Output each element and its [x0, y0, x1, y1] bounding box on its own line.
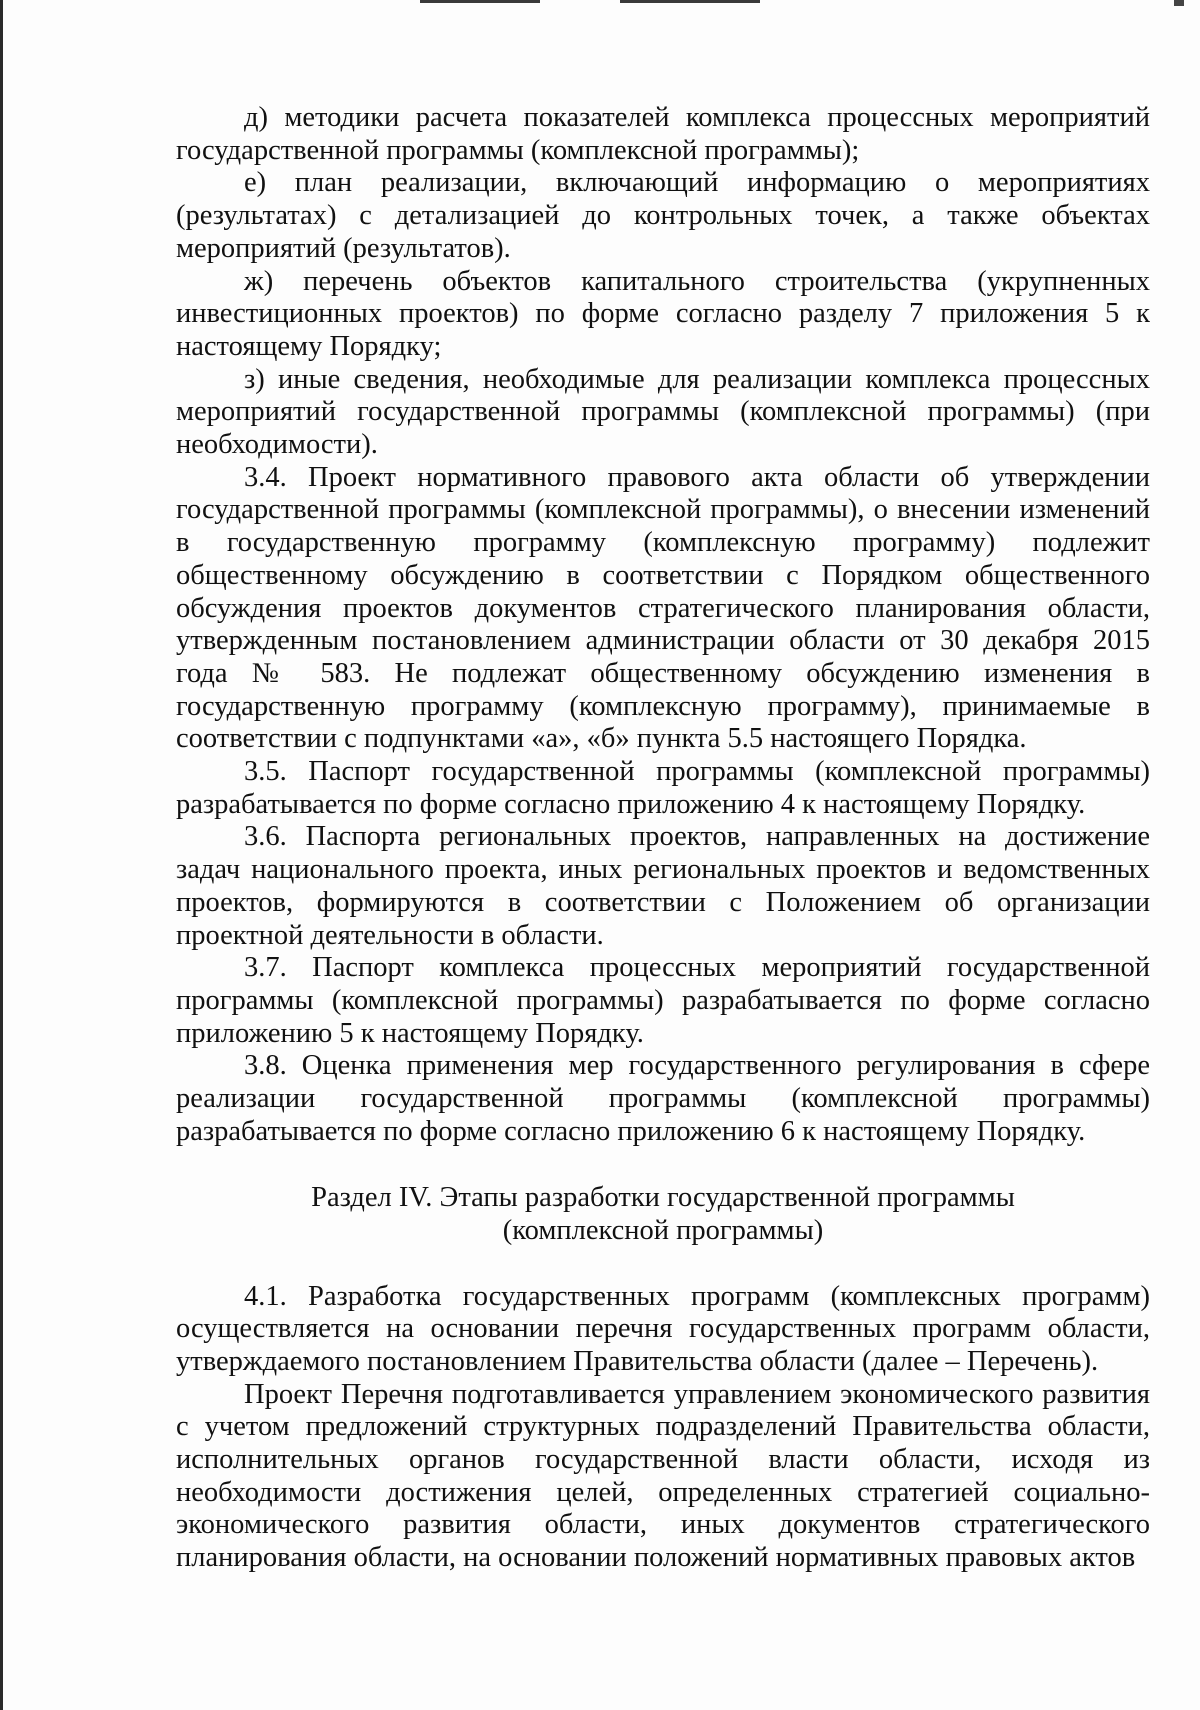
paragraph-d: д) методики расчета показателей комплекса процессных мероприятий государственной программы (комплексной программы); [176, 102, 1150, 166]
paragraph-4-1: 4.1. Разработка государственных программ (комплексных программ) осуществляется на основании перечня государственных программ области, утверждаемого постановлением Правительства области (далее – Перечень). [176, 1280, 1150, 1377]
paragraph-zh: ж) перечень объектов капитального строительства (укрупненных инвестиционных проектов) по форме согласно разделу 7 приложения 5 к настоящему Порядку; [176, 265, 1150, 362]
section-heading-line-1: Раздел IV. Этапы разработки государственной программы [311, 1181, 1015, 1213]
paragraph-3-4: 3.4. Проект нормативного правового акта области об утверждении государственной программы (комплексной программы), о внесении изменений в государственную программу (комплексную программу) подлежит общественному обсуждению в соответствии с Порядком общественного обсуждения проектов документов стратегического планирования области, утвержденным постановлением администрации области от 30 декабря 2015 года № 583. Не подлежат общественному обсуждению изменения в государственную программу (комплексную программу), принимаемые в соответствии с подпунктами «а», «б» пункта 5.5 настоящего Порядка. [176, 461, 1150, 755]
paragraph-3-8: 3.8. Оценка применения мер государственного регулирования в сфере реализации государственной программы (комплексной программы) разрабатывается по форме согласно приложению 6 к настоящему Порядку. [176, 1050, 1150, 1147]
scan-border-left [0, 0, 3, 1710]
section-heading-line-2: (комплексной программы) [502, 1214, 824, 1246]
document-body [176, 102, 1150, 1575]
paragraph-perechen: Проект Перечня подготавливается управлением экономического развития с учетом предложений структурных подразделений Правительства области, исполнительных органов государственной власти области, исходя из необходимости достижения целей, определенных стратегией социально-экономического развития области, иных документов стратегического планирования области, на основании положений нормативных правовых актов [176, 1378, 1150, 1574]
scan-mark-corner [1174, 0, 1184, 6]
section-heading [176, 1181, 1150, 1247]
scan-mark-top [620, 0, 760, 3]
paragraph-3-5: 3.5. Паспорт государственной программы (комплексной программы) разрабатывается по форме согласно приложению 4 к настоящему Порядку. [176, 756, 1150, 820]
paragraph-3-6: 3.6. Паспорта региональных проектов, направленных на достижение задач национального проекта, иных региональных проектов и ведомственных проектов, формируются в соответствии с Положением об организации проектной деятельности в области. [176, 821, 1150, 951]
scan-mark-top [420, 0, 540, 3]
paragraph-3-7: 3.7. Паспорт комплекса процессных мероприятий государственной программы (комплексной программы) разрабатывается по форме согласно приложению 5 к настоящему Порядку. [176, 952, 1150, 1049]
paragraph-z: з) иные сведения, необходимые для реализации комплекса процессных мероприятий государственной программы (комплексной программы) (при необходимости). [176, 363, 1150, 461]
paragraph-e: е) план реализации, включающий информацию о мероприятиях (результатах) с детализацией до контрольных точек, а также объектах мероприятий (результатов). [176, 167, 1150, 264]
